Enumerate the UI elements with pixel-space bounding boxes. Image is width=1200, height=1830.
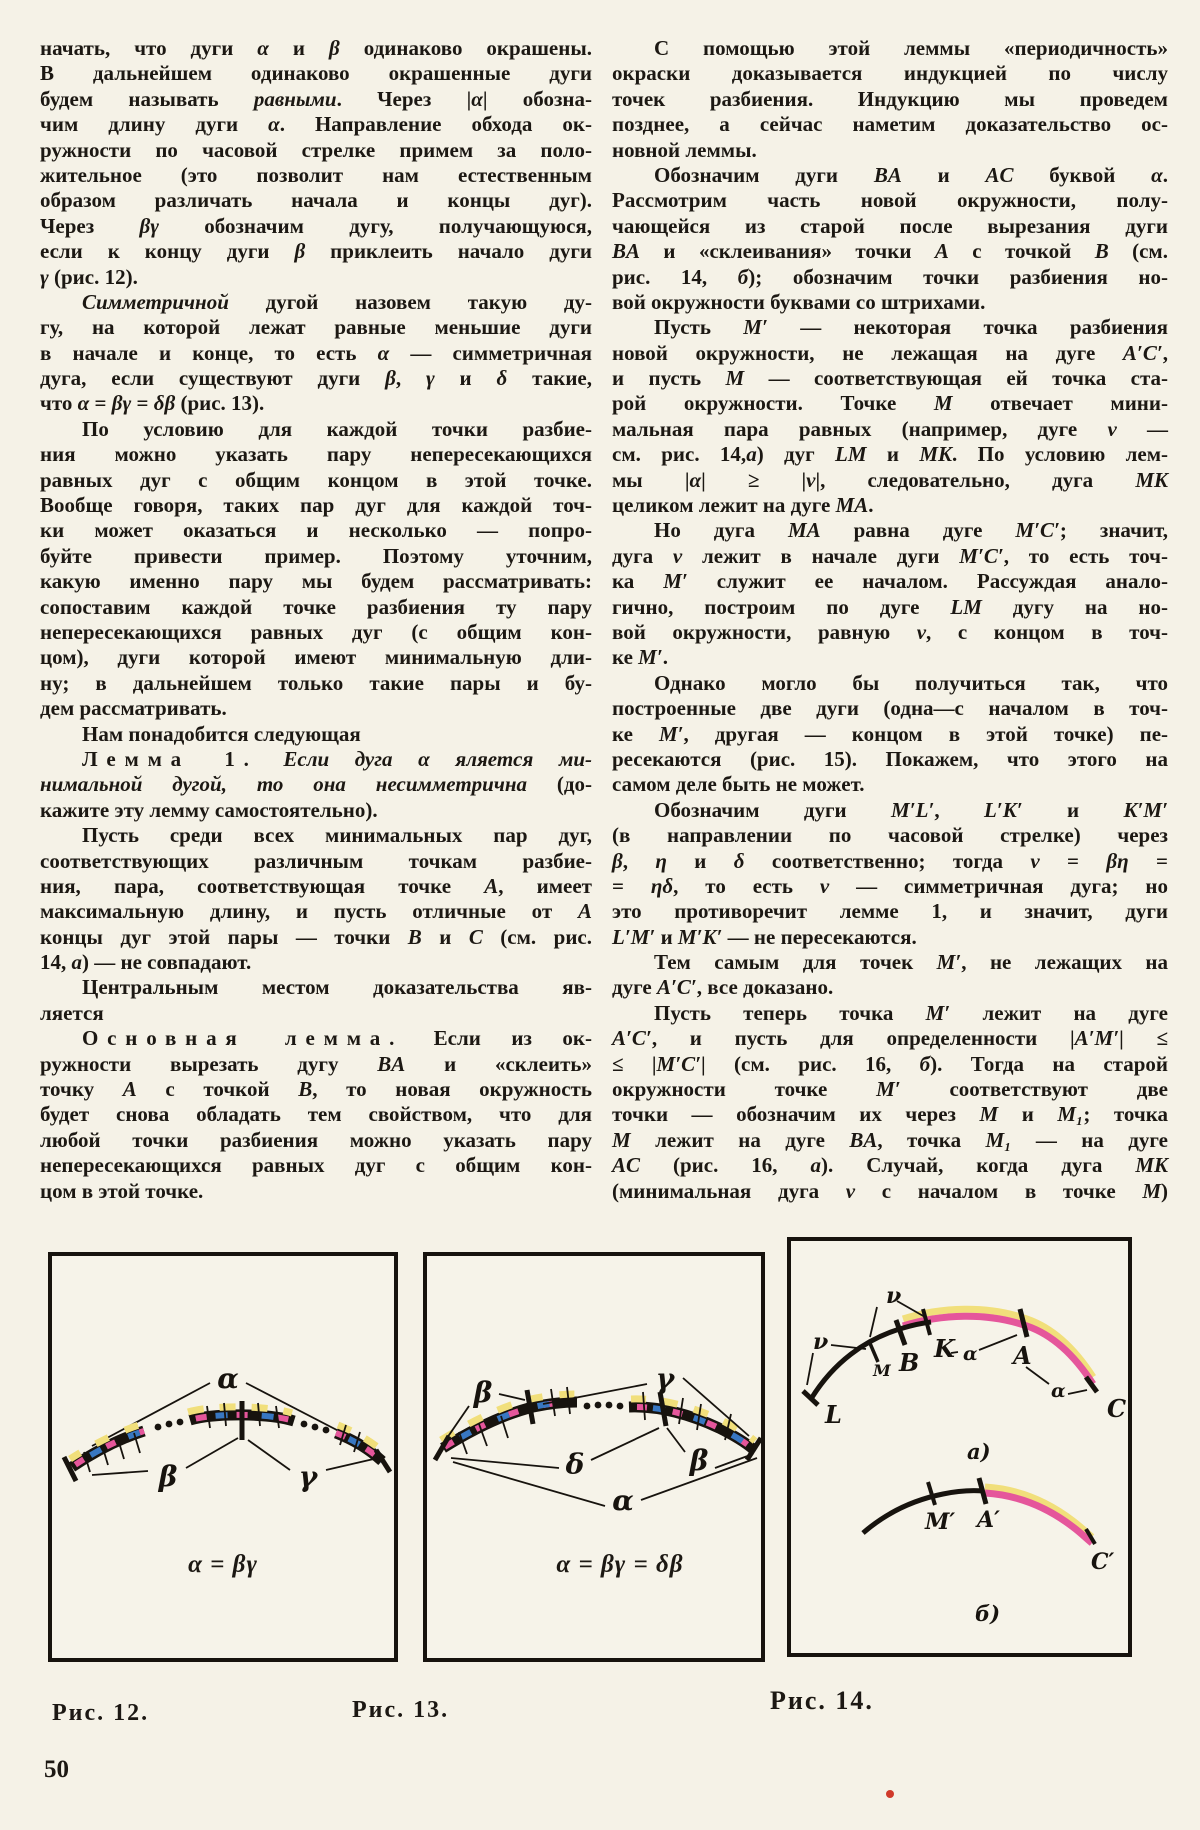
fig14-alpha-mid-label: α <box>1051 1380 1066 1402</box>
text-line: ния можно указать пару непересекающихся <box>40 442 592 467</box>
figure-13-drawing <box>427 1256 761 1658</box>
text-line: цом), дуги которой имеют минимальную дли- <box>40 645 592 670</box>
text-line: чающейся из старой после вырезания дуги <box>612 213 1168 238</box>
text-line: сопоставим каждой точке разбиения ту пару <box>40 594 592 619</box>
text-line: ка M′ служит ее началом. Рассуждая анало- <box>612 569 1168 594</box>
text-line: Вообще говоря, таких пар дуг для каждой точ- <box>40 493 592 518</box>
figure-14-caption: Рис. 14. <box>770 1686 874 1715</box>
text-line: вой окружности, равную ν, с концом в точ- <box>612 619 1168 644</box>
text-line: Обозначим дуги M′L′, L′K′ и K′M′ <box>654 797 1169 822</box>
text-line: непересекающихся равных дуг с общим кон- <box>40 1153 592 1178</box>
print-artifact-dot <box>886 1790 894 1798</box>
text-line: Однако могло бы получиться так, что <box>654 670 1168 695</box>
text-line: Пусть теперь точка M′ лежит на дуге <box>654 1000 1168 1025</box>
fig12-formula: α = βγ <box>188 1551 258 1578</box>
text-line: 14, а) — не совпадают. <box>40 950 252 975</box>
text-line: дуге A′C′, все доказано. <box>612 975 834 1000</box>
text-line: дем рассматривать. <box>40 696 227 721</box>
text-line: нимальной дугой, то она несимметрична (до- <box>40 772 592 797</box>
text-line: С помощью этой леммы «периодичность» <box>654 36 1168 60</box>
right-text-column <box>612 36 1168 1204</box>
text-line: в начале и конце, то есть α — симметричная <box>40 340 592 365</box>
fig14-nu-left-label: ν <box>813 1329 829 1355</box>
figure-12-box <box>48 1252 398 1662</box>
text-line: Лемма 1. Если дуга α яляется ми- <box>82 746 592 771</box>
text-line: Рассмотрим часть новой окружности, полу- <box>612 188 1168 213</box>
text-line: рой окружности. Точке M отвечает мини- <box>612 391 1168 416</box>
fig13-alpha-label: α <box>612 1484 634 1517</box>
text-line: гично, построим по дуге LM дугу на но- <box>612 594 1168 619</box>
text-line: окраски доказывается индукцией по числу <box>612 61 1168 86</box>
text-line: будет снова обладать тем свойством, что для <box>40 1102 592 1127</box>
text-line: максимальную длину, и пусть отличные от A <box>40 899 592 924</box>
text-line: точки — обозначим их через M и M₁; точка <box>612 1102 1168 1127</box>
figure-14-drawing <box>791 1241 1128 1653</box>
text-line: дуга, если существуют дуги β, γ и δ такие, <box>40 366 592 391</box>
figure-14-box <box>787 1237 1132 1657</box>
text-line: кажите эту лемму самостоятельно). <box>40 797 378 822</box>
text-line: ну; в дальнейшем только такие пары и бу- <box>40 670 592 695</box>
text-line: окружности точке M′ соответствуют две <box>612 1077 1168 1102</box>
text-line: это противоречит лемме 1, и значит, дуги <box>612 899 1168 924</box>
text-line: γ (рис. 12). <box>40 264 138 289</box>
text-line: (в направлении по часовой стрелке) через <box>612 823 1168 848</box>
text-line: гу, на которой лежат равные меньшие дуги <box>40 315 592 340</box>
text-line: Через βγ обозначим дугу, получающуюся, <box>40 213 593 238</box>
text-line: цом в этой точке. <box>40 1178 204 1203</box>
text-line: A′C′, и пусть для определенности |A′M′| ≤ <box>612 1026 1168 1051</box>
text-line: начать, что дуги α и β одинаково окрашены. <box>40 36 592 60</box>
fig13-beta-right-label: β <box>689 1444 709 1477</box>
figure-12-drawing <box>52 1256 394 1658</box>
page-number: 50 <box>44 1756 69 1783</box>
fig14-M-label: M <box>873 1361 891 1380</box>
text-line: ке M′. <box>612 645 668 670</box>
text-line: Но дуга MA равна дуге M′C′; значит, <box>654 518 1169 543</box>
text-line: В дальнейшем одинаково окрашенные дуги <box>40 61 592 86</box>
text-line: буйте привести пример. Поэтому уточним, <box>40 543 592 568</box>
text-line: AC (рис. 16, а). Случай, когда дуга MK <box>612 1153 1169 1178</box>
text-line: мальная пара равных (например, дуге ν — <box>612 416 1168 441</box>
fig12-gamma-label: γ <box>298 1460 318 1493</box>
text-line: Пусть M′ — некоторая точка разбиения <box>654 315 1169 340</box>
text-line: ружности вырезать дугу BA и «склеить» <box>40 1051 592 1076</box>
figure-13-caption: Рис. 13. <box>352 1697 450 1723</box>
fig13-gamma-label: γ <box>655 1362 675 1395</box>
fig12-beta-label: β <box>158 1460 178 1493</box>
text-line: Пусть среди всех минимальных пар дуг, <box>82 823 592 848</box>
text-line: целиком лежит на дуге MA. <box>612 493 874 518</box>
fig14-A-label: A <box>1013 1341 1032 1370</box>
text-line: β, η и δ соответственно; тогда ν = βη = <box>612 848 1169 873</box>
fig14-sub-b-label: б) <box>975 1601 1001 1626</box>
text-line: ≤ |M′C′| (см. рис. 16, б). Тогда на старой <box>612 1051 1168 1076</box>
text-line: ружности по часовой стрелке примем за поло- <box>40 137 592 162</box>
text-line: точек разбиения. Индукцию мы проведем <box>612 86 1168 111</box>
text-line: Центральным местом доказательства яв- <box>82 975 592 1000</box>
text-line: жительное (это позволит нам естественным <box>40 162 592 187</box>
fig14-B-label: B <box>899 1348 920 1377</box>
fig12-alpha-label: α <box>217 1362 239 1395</box>
fig14-alpha-small-label: α <box>963 1343 978 1365</box>
text-line: По условию для каждой точки разбие- <box>82 416 592 441</box>
text-line: непересекающихся равных дуг (с общим кон- <box>40 619 592 644</box>
text-line: концы дуг этой пары — точки B и C (см. рис. <box>40 924 592 949</box>
text-line: любой точки разбиения можно указать пару <box>40 1127 592 1152</box>
text-line: соответствующих различным точкам разбие- <box>40 848 592 873</box>
text-line: новой окружности, не лежащая на дуге A′C′, <box>612 340 1168 365</box>
text-line: L′M′ и M′K′ — не пересекаются. <box>612 924 917 949</box>
fig14-nu-top-label: ν <box>886 1283 902 1309</box>
left-text-column <box>40 36 592 1204</box>
fig13-delta-label: δ <box>565 1448 585 1481</box>
figure-12-caption: Рис. 12. <box>52 1700 150 1726</box>
text-line: равных дуг с общим концом в этой точке. <box>40 467 592 492</box>
fig14-sub-a-label: а) <box>967 1439 991 1464</box>
text-line: BA и «склеивания» точки A с точкой B (см. <box>612 239 1168 264</box>
text-line: позднее, а сейчас наметим доказательство ос- <box>612 112 1168 137</box>
fig14-K-label: K <box>934 1334 955 1363</box>
text-line: ки может оказаться и несколько — попро- <box>40 518 592 543</box>
text-line: (минимальная дуга ν с началом в точке M) <box>612 1178 1168 1203</box>
text-line: Тем самым для точек M′, не лежащих на <box>654 950 1168 975</box>
text-line: ресекаются (рис. 15). Покажем, что этого на <box>612 746 1168 771</box>
text-line: M лежит на дуге BA, точка M₁ — на дуге <box>612 1127 1168 1152</box>
text-line: ке M′, другая — концом в этой точке) пе- <box>612 721 1169 746</box>
text-line: ния, пара, соответствующая точке A, имеет <box>40 873 592 898</box>
fig13-formula: α = βγ = δβ <box>556 1551 684 1578</box>
text-line: чим длину дуги α. Направление обхода ок- <box>40 112 592 137</box>
text-line: Симметричной дугой назовем такую ду- <box>82 289 592 314</box>
text-line: Основная лемма. Если из ок- <box>82 1026 592 1051</box>
text-line: будем называть равными. Через |α| обозна- <box>40 86 593 111</box>
text-line: = ηδ, то есть ν — симметричная дуга; но <box>612 873 1169 898</box>
text-line: построенные две дуги (одна—с началом в точ- <box>612 696 1168 721</box>
text-line: точку A с точкой B, то новая окружность <box>40 1077 592 1102</box>
figure-13-box <box>423 1252 765 1662</box>
fig14-A-prime-label: A′ <box>977 1507 1000 1533</box>
text-line: если к концу дуги β приклеить начало дуги <box>40 239 592 264</box>
fig13-beta-left-label: β <box>473 1376 493 1409</box>
text-line: вой окружности буквами со штрихами. <box>612 289 986 314</box>
text-line: какую именно пару мы будем рассматривать: <box>40 569 592 594</box>
text-line: и пусть M — соответствующая ей точка ста- <box>612 366 1169 391</box>
text-line: образом различать начала и концы дуг). <box>40 188 592 213</box>
text-line: рис. 14, б); обозначим точки разбиения но- <box>612 264 1168 289</box>
text-line: что α = βγ = δβ (рис. 13). <box>40 391 265 416</box>
fig14-C-prime-label: C′ <box>1091 1549 1115 1575</box>
text-line: новной леммы. <box>612 137 757 162</box>
fig14-M-prime-label: M′ <box>925 1509 956 1535</box>
text-line: Обозначим дуги BA и AC буквой α. <box>654 162 1168 187</box>
fig14-C-label: C <box>1107 1394 1127 1423</box>
text-line: ляется <box>40 1000 104 1025</box>
text-line: мы |α| ≥ |ν|, следовательно, дуга MK <box>612 467 1169 492</box>
fig14-L-label: L <box>825 1400 842 1429</box>
text-line: Нам понадобится следующая <box>82 721 361 746</box>
text-line: см. рис. 14,а) дуг LM и MK. По условию лем- <box>612 442 1169 467</box>
text-line: дуга ν лежит в начале дуги M′C′, то есть точ- <box>612 543 1168 568</box>
text-line: самом деле быть не может. <box>612 772 865 797</box>
